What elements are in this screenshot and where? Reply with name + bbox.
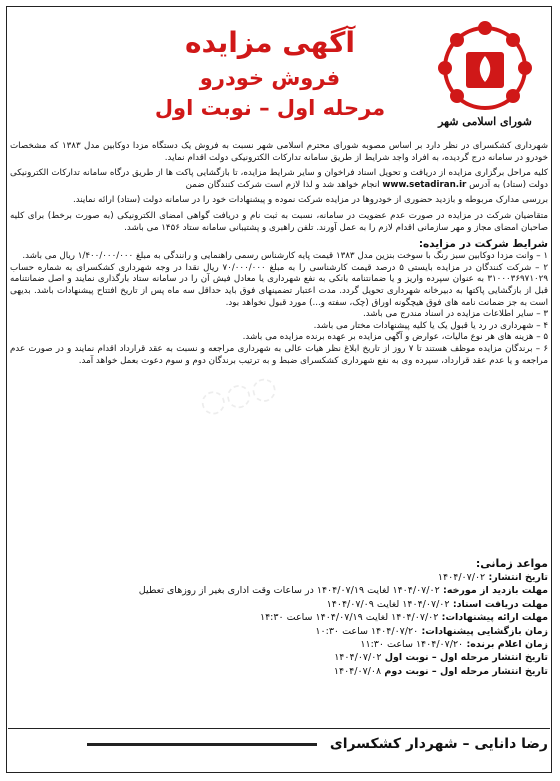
watermark: ◌◌◌ [195,368,281,422]
schedule-row [10,611,548,624]
conditions-title: شرایط شرکت در مزایده: [418,238,548,251]
intro-paragraph-2 [10,168,548,191]
intro-p2-text: کلیه مراحل برگزاری مزایده از دریافت و تحویل اسناد فراخوان و سایر شرایط مزایده، تا بازگشایی پاکت ها از طریق درگاه سامانه تدارکات الکترونیکی دولت (ستاد) به آدرس [10,168,548,190]
schedule-row [10,651,548,664]
footer-divider [8,728,550,729]
schedule-label: تاریخ انتشار مرحله اول – نوبت اول [384,652,548,664]
schedule-row [10,584,548,597]
signature: رضا دانایی – شهردار کشکسرای [329,736,548,752]
schedule-value: ۱۴۰۴/۰۷/۲۰ ساعت ۱۰:۳۰ [315,625,419,637]
footer [10,734,548,754]
notice-stage: مرحله اول – نوبت اول [154,96,386,120]
schedule-label: تاریخ انتشار مرحله اول – نوبت دوم [384,665,548,677]
condition-item-2: ۲ – شرکت کنندگان در مزایده بایستی ۵ درصد قیمت کارشناسی را به مبلغ ۷۰/۰۰۰/۰۰۰ ریال نقدا در وجه شهرداری کشکسرای به شماره حساب ۳۱۰۰۰۳۶۹۷۱۰۲۹ به عنوان سپرده واریز و یا ضمانتنامه بانکی به نفع شهرداری یا معادل فیش آن را در سامانه ستاد بارگذاری نمایند و اصل ضمانتنامه قبل از بازگشایی پاکتها به دبیرخانه شهرداری تحویل گردد. مدت اعتبار تضمینهای فوق باید حداقل سه ماه پس از تاریخ افتتاح پیشنهادات باشد. بدیهی است به جز ضمانت نامه های فوق هیچگونه اوراق (چک، سفته و...) مورد قبول نخواهد بود. [10,262,548,308]
condition-item-6: ۶ – برندگان مزایده موظف هستند تا ۷ روز از تاریخ ابلاغ نظر هیات عالی به شهرداری مراجعه و نسبت به عقد قرارداد اقدام نمایند و در صورت عدم مراجعه و یا عدم عقد قرارداد، سپرده وی به نفع شهرداری کشکسرای ضبط و به ترتیب برندگان دوم و سوم دعوت بعمل خواهد آمد. [10,343,548,366]
logo-caption: شورای اسلامی شهر [438,115,532,128]
signature-rule [87,743,317,746]
schedule-value: ۱۴۰۴/۰۷/۲۰ ساعت ۱۱:۳۰ [360,639,464,651]
schedule-row [10,571,548,584]
schedule-value: ۱۴۰۴/۰۷/۰۲ لغایت ۱۴۰۴/۰۷/۰۹ [326,598,450,610]
schedule-value: ۱۴۰۴/۰۷/۰۲ لغایت ۱۴۰۴/۰۷/۱۹ ساعت ۱۴:۳۰ [259,612,439,624]
schedule-row [10,625,548,638]
notice-body [10,141,548,367]
schedule-value: ۱۴۰۴/۰۷/۰۲ [334,652,382,664]
intro-p2-end: انجام خواهد شد و لذا لازم است شرکت کنندگان ضمن [185,179,380,190]
condition-item-1: ۱ – وانت مزدا دوکابین سبز رنگ با سوخت بنزین مدل ۱۳۸۳ قیمت پایه کارشناس رسمی راهنمایی و رانندگی به مبلغ ۱/۴۰۰/۰۰۰/۰۰۰ ریال می باشد. [22,251,548,262]
schedule-title: مواعد زمانی: [475,557,548,570]
schedule-value: ۱۴۰۴/۰۷/۰۲ لغایت ۱۴۰۴/۰۷/۱۹ در ساعات وقت اداری بغیر از روزهای تعطیل [138,585,440,597]
schedule [10,556,548,678]
notice-subtitle: فروش خودرو [199,66,341,90]
schedule-row [10,598,548,611]
notice-title: آگهی مزایده [184,26,355,59]
intro-paragraph-1: شهرداری کشکسرای در نظر دارد بر اساس مصوبه شورای محترم اسلامی شهر نسبت به فروش یک دستگاه مزدا دوکابین مدل ۱۳۸۳ که مشخصات خودرو در سامانه درج گردیده، به افراد واجد شرایط از طریق سامانه تدارکات الکترونیکی دولت اقدام نماید. [10,141,548,163]
schedule-label: مهلت دریافت اسناد: [452,598,548,610]
schedule-label: زمان اعلام برنده: [466,639,548,651]
intro-paragraph-3: بررسی مدارک مربوطه و بازدید حضوری از خودروها در مزایده شرکت نموده و پیشنهادات خود را در سامانه دولت (ستاد) ارائه نمایند. [72,195,548,206]
condition-item-4: ۴ – شهرداری در رد یا قبول یک یا کلیه پیشنهادات مختار می باشد. [313,320,548,331]
condition-item-5: ۵ – هزینه های هر نوع مالیات، عوارض و آگهی مزایده بر عهده برنده مزایده می باشد. [242,332,548,343]
intro-paragraph-4: متقاضیان شرکت در مزایده در صورت عدم عضویت در سامانه، نسبت به ثبت نام و دریافت گواهی امضای الکترونیکی (به صورت برخط) برای کلیه صاحبان امضای مجاز و مهر سازمانی اقدام لازم را به عمل آورند. تلفن راهبری و پشتیبانی سامانه ستاد ۱۴۵۶ می باشد. [10,210,548,233]
setad-url-link[interactable]: www.setadiran.ir [382,179,467,190]
schedule-label: تاریخ انتشار: [488,572,548,583]
schedule-label: زمان بازگشایی پیشنهادات: [421,625,548,637]
schedule-row [10,638,548,651]
schedule-value: ۱۴۰۴/۰۷/۰۸ [333,665,382,677]
condition-item-3: ۳ – سایر اطلاعات مزایده در اسناد مندرج می باشد. [362,309,548,320]
schedule-value: ۱۴۰۴/۰۷/۰۲ [437,572,486,583]
schedule-label: مهلت بازدید از مورخه: [443,585,548,597]
schedule-row [10,665,548,678]
schedule-label: مهلت ارائه پیشنهادات: [441,612,548,624]
